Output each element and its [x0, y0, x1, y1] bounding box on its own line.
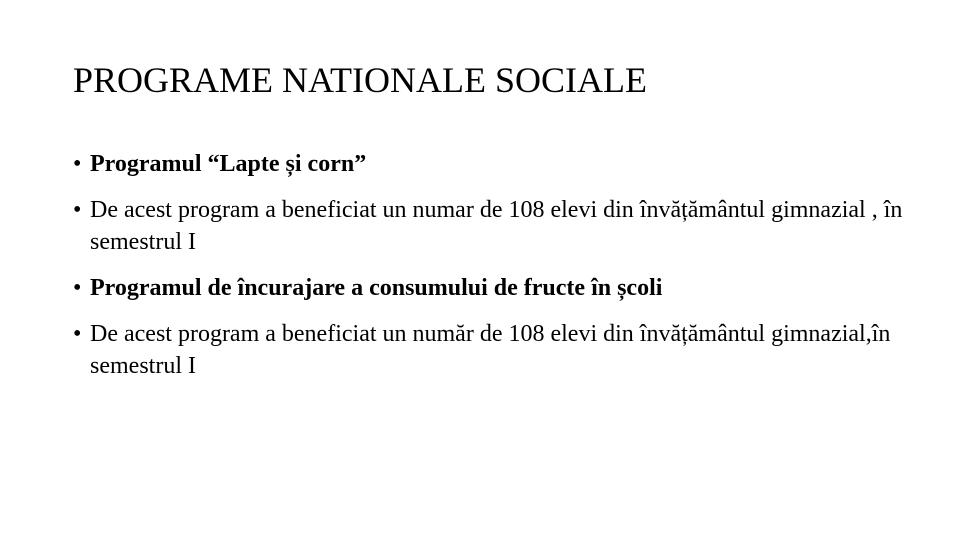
bullet-item-fructe-detail — [73, 318, 903, 382]
slide-title: PROGRAME NATIONALE SOCIALE — [73, 60, 647, 100]
bullet-item-fructe-heading — [73, 272, 903, 304]
bullet-icon: • — [73, 197, 82, 223]
bullet-icon: • — [73, 275, 82, 301]
bullet-icon: • — [73, 151, 82, 177]
bullet-text: De acest program a beneficiat un număr de 108 elevi din învățământul gimnazial,în semestrul I — [90, 321, 891, 379]
bullet-text: Programul de încurajare a consumului de fructe în școli — [90, 275, 663, 301]
bullet-item-lapte-corn-detail — [73, 194, 903, 258]
bullet-text: De acest program a beneficiat un numar de 108 elevi din învățământul gimnazial , în semestrul I — [90, 197, 903, 255]
bullet-icon: • — [73, 321, 82, 347]
bullet-list — [73, 148, 903, 396]
bullet-text: Programul “Lapte și corn” — [90, 151, 367, 177]
bullet-item-lapte-corn-heading — [73, 148, 903, 180]
